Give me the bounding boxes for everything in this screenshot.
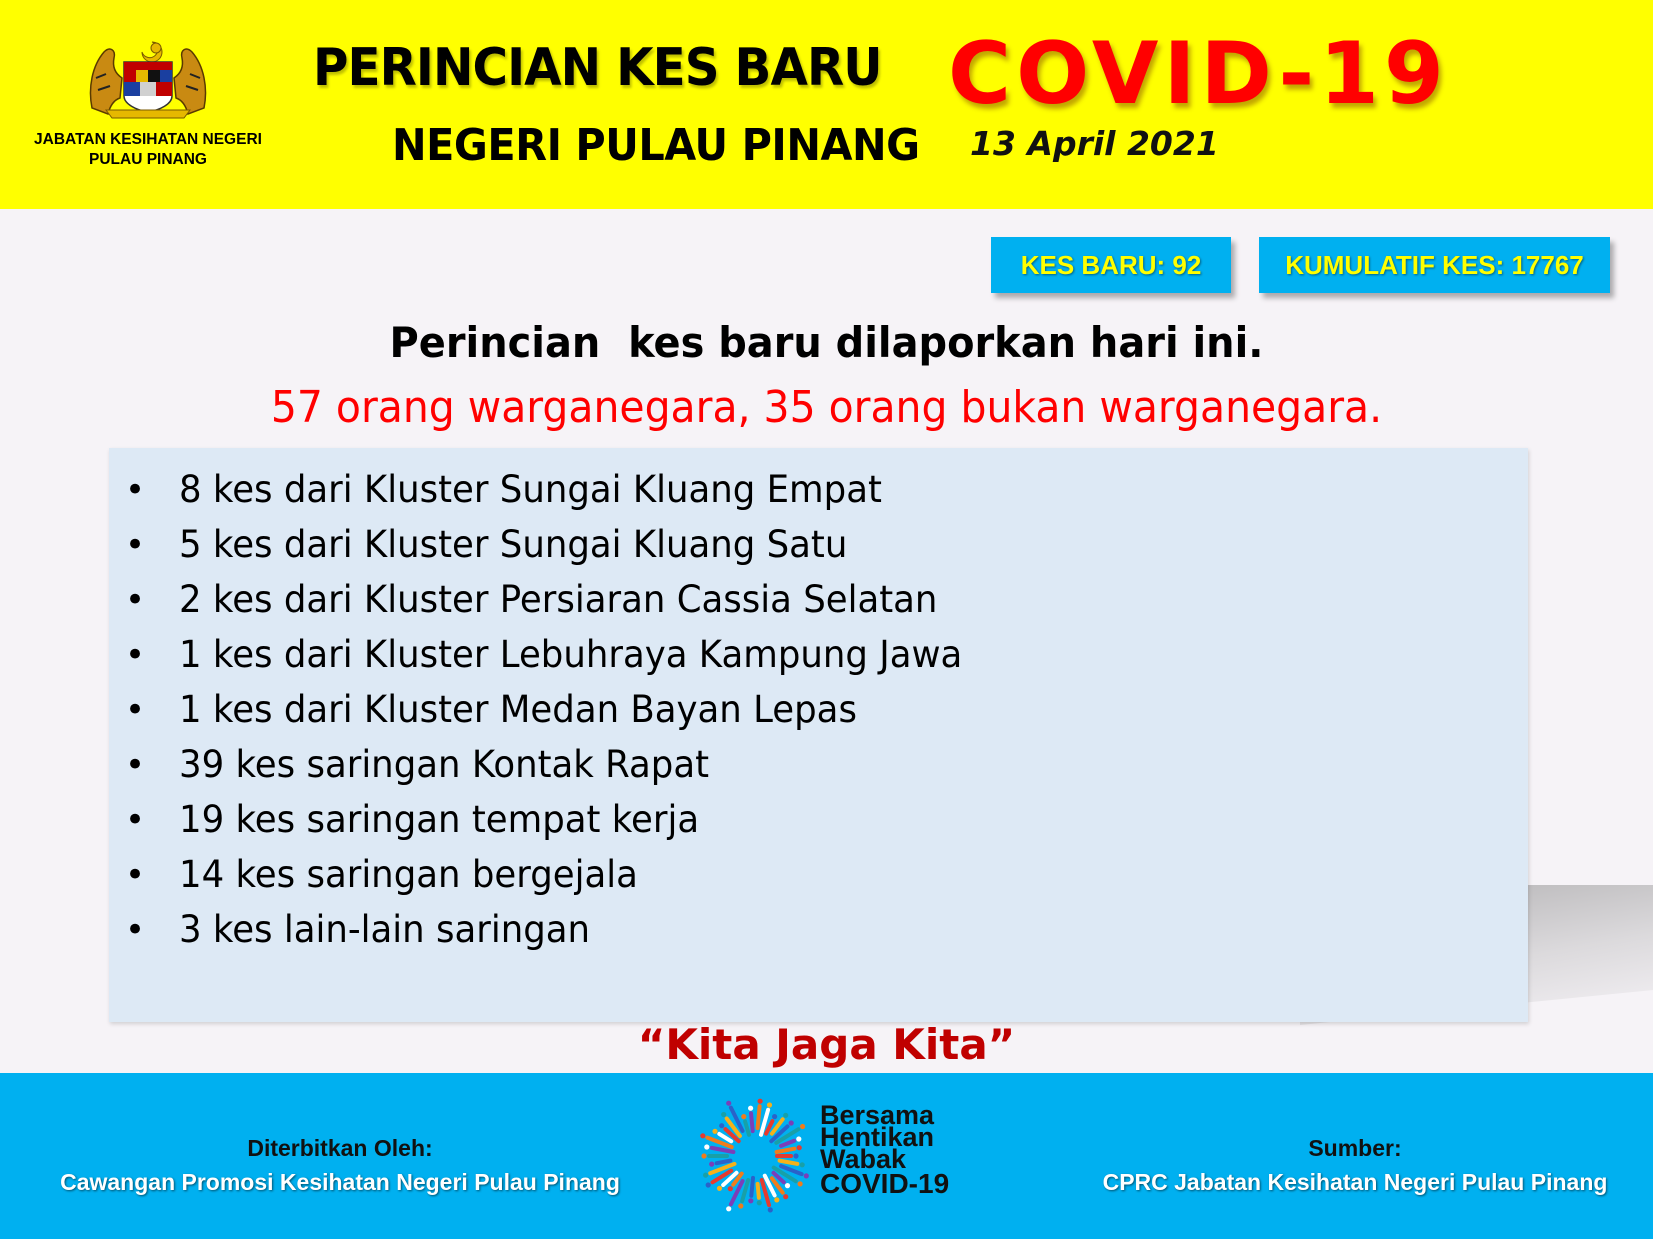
list-item-text: 5 kes dari Kluster Sungai Kluang Satu bbox=[179, 523, 848, 566]
burst-dot bbox=[783, 1194, 788, 1199]
burst-dot bbox=[709, 1162, 714, 1167]
burst-dot bbox=[800, 1124, 805, 1129]
burst-ray bbox=[777, 1149, 795, 1152]
burst-dot bbox=[798, 1181, 803, 1186]
list-item bbox=[109, 517, 995, 572]
burst-dot bbox=[706, 1182, 711, 1187]
burst-dot bbox=[772, 1114, 777, 1119]
list-item-text: 2 kes dari Kluster Persiaran Cassia Selatan bbox=[179, 578, 938, 621]
burst-dot bbox=[726, 1101, 731, 1106]
burst-dot bbox=[774, 1197, 779, 1202]
burst-ray bbox=[758, 1184, 759, 1198]
new-cases-badge: KES BARU: 92 bbox=[991, 237, 1231, 293]
burst-dot bbox=[703, 1173, 708, 1178]
bullet-icon: • bbox=[125, 689, 146, 730]
burst-dot bbox=[800, 1162, 805, 1167]
report-date: 13 April 2021 bbox=[970, 124, 1219, 163]
list-item bbox=[109, 902, 995, 957]
burst-dot bbox=[797, 1145, 802, 1150]
list-item bbox=[109, 847, 995, 902]
page-title: PERINCIAN KES BARU bbox=[313, 38, 882, 98]
covid-title: COVID-19 bbox=[948, 24, 1449, 124]
burst-dot bbox=[712, 1129, 717, 1134]
burst-ray bbox=[751, 1178, 753, 1196]
bullet-icon: • bbox=[125, 469, 146, 510]
published-by-label: Diterbitkan Oleh: bbox=[247, 1135, 433, 1161]
burst-dot bbox=[789, 1120, 794, 1125]
bullet-icon: • bbox=[125, 744, 146, 785]
burst-dot bbox=[804, 1173, 809, 1178]
bullet-icon: • bbox=[125, 854, 146, 895]
source-value: CPRC Jabatan Kesihatan Negeri Pulau Pinang bbox=[1102, 1169, 1608, 1195]
case-breakdown-panel bbox=[109, 448, 1528, 1022]
burst-dot bbox=[796, 1136, 801, 1141]
campaign-line-4: COVID-19 bbox=[820, 1168, 950, 1199]
burst-dot bbox=[728, 1186, 733, 1191]
list-item bbox=[109, 572, 995, 627]
agency-name bbox=[18, 130, 278, 170]
burst-dot bbox=[741, 1114, 746, 1119]
burst-dot bbox=[758, 1099, 763, 1104]
burst-dot bbox=[704, 1144, 709, 1149]
bullet-icon: • bbox=[125, 524, 146, 565]
list-item-text: 19 kes saringan tempat kerja bbox=[179, 798, 700, 841]
list-item bbox=[109, 682, 995, 737]
state-title: NEGERI PULAU PINANG bbox=[392, 120, 920, 171]
burst-dot bbox=[785, 1183, 790, 1188]
burst-ray bbox=[781, 1141, 794, 1146]
campaign-logo-text bbox=[820, 1100, 950, 1199]
burst-dot bbox=[738, 1203, 743, 1208]
burst-dot bbox=[700, 1133, 705, 1138]
burst-ray bbox=[745, 1121, 749, 1134]
burst-dot bbox=[783, 1113, 788, 1118]
coat-of-arms-logo bbox=[86, 38, 210, 120]
list-item bbox=[109, 792, 995, 847]
burst-ray bbox=[780, 1161, 798, 1164]
bullet-icon: • bbox=[125, 799, 146, 840]
burst-dot bbox=[717, 1186, 722, 1191]
agency-name-line1: JABATAN KESIHATAN NEGERI bbox=[34, 131, 262, 148]
agency-name-line2: PULAU PINANG bbox=[89, 151, 207, 168]
case-breakdown-list bbox=[109, 462, 995, 957]
list-item-text: 39 kes saringan Kontak Rapat bbox=[179, 743, 710, 786]
list-item-text: 8 kes dari Kluster Sungai Kluang Empat bbox=[179, 468, 882, 511]
campaign-line-2: Hentikan bbox=[820, 1122, 935, 1152]
citizenship-summary: 57 orang warganegara, 35 orang bukan warganegara. bbox=[270, 382, 1383, 433]
list-item-text: 3 kes lain-lain saringan bbox=[179, 908, 591, 951]
list-item-text: 1 kes dari Kluster Medan Bayan Lepas bbox=[179, 688, 857, 731]
burst-dot bbox=[719, 1123, 724, 1128]
bullet-icon: • bbox=[125, 909, 146, 950]
list-item bbox=[109, 737, 995, 792]
burst-dot bbox=[701, 1153, 706, 1158]
source-label: Sumber: bbox=[1308, 1135, 1402, 1161]
burst-dot bbox=[757, 1200, 762, 1205]
burst-dot bbox=[793, 1153, 798, 1158]
slogan: “Kita Jaga Kita” bbox=[637, 1020, 1016, 1069]
burst-ray bbox=[758, 1106, 760, 1128]
bullet-icon: • bbox=[125, 579, 146, 620]
burst-dot bbox=[721, 1112, 726, 1117]
burst-ray bbox=[751, 1113, 753, 1131]
details-heading: Perincian kes baru dilaporkan hari ini. bbox=[389, 318, 1264, 367]
burst-dot bbox=[768, 1207, 773, 1212]
published-by-value: Cawangan Promosi Kesihatan Negeri Pulau Pinang bbox=[60, 1169, 620, 1195]
campaign-line-1: Bersama bbox=[820, 1100, 935, 1130]
list-item-text: 14 kes saringan bergejala bbox=[179, 853, 638, 896]
burst-dot bbox=[748, 1198, 753, 1203]
burst-dot bbox=[748, 1106, 753, 1111]
campaign-line-3: Wabak bbox=[820, 1144, 907, 1174]
campaign-burst-icon bbox=[700, 1098, 810, 1214]
cumulative-cases-badge: KUMULATIF KES: 17767 bbox=[1259, 237, 1610, 293]
list-item bbox=[109, 462, 995, 517]
header-banner bbox=[0, 0, 1653, 209]
burst-ray bbox=[717, 1161, 731, 1164]
list-item bbox=[109, 627, 995, 682]
bullet-icon: • bbox=[125, 634, 146, 675]
burst-dot bbox=[726, 1206, 731, 1211]
list-item-text: 1 kes dari Kluster Lebuhraya Kampung Jawa bbox=[179, 633, 963, 676]
burst-dot bbox=[767, 1102, 772, 1107]
